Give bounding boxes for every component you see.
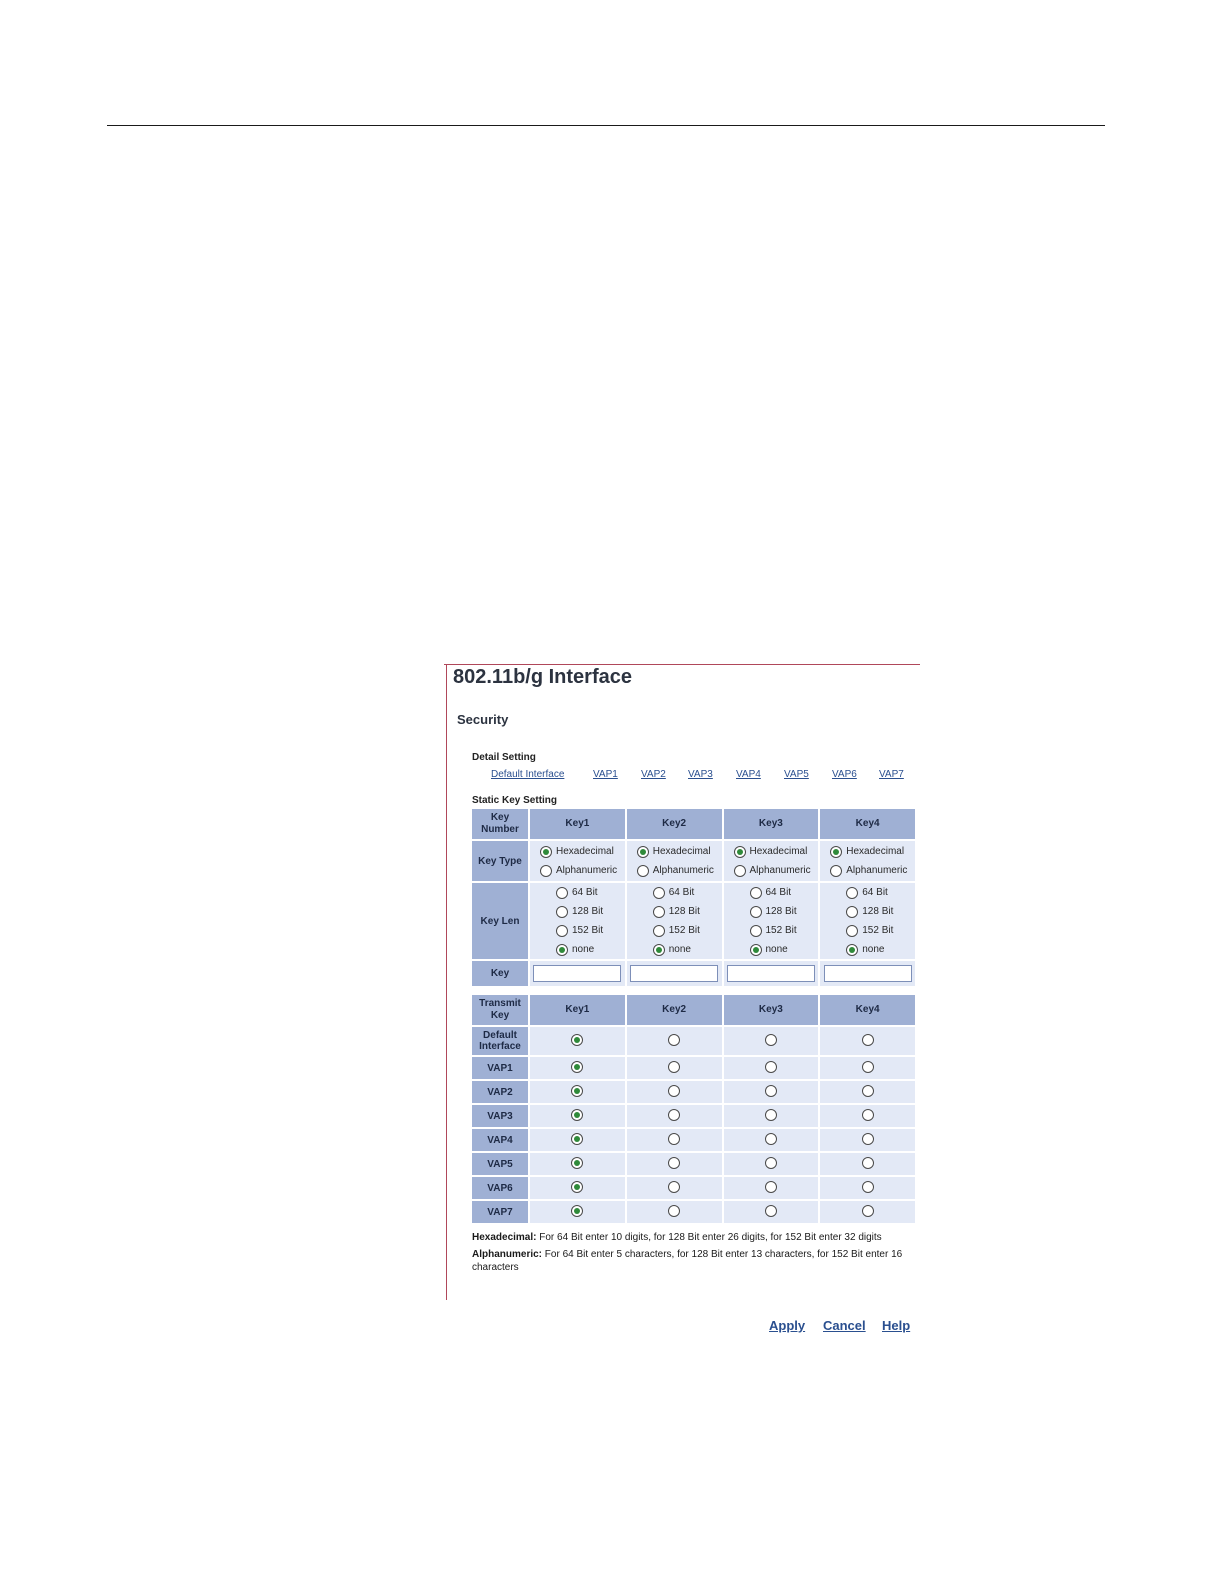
key-len-option-label: 152 Bit bbox=[862, 925, 894, 936]
transmit-key2-radio[interactable] bbox=[668, 1133, 680, 1145]
radio-hexadecimal[interactable] bbox=[734, 846, 746, 858]
key-type-row bbox=[472, 841, 915, 881]
radio-128-bit[interactable] bbox=[750, 906, 762, 918]
transmit-key4-radio[interactable] bbox=[862, 1205, 874, 1217]
transmit-rows bbox=[472, 1027, 915, 1223]
key-len-option[interactable] bbox=[530, 902, 625, 921]
key-type-option[interactable] bbox=[724, 842, 819, 861]
key-type-option-label: Alphanumeric bbox=[652, 865, 714, 876]
radio-none[interactable] bbox=[750, 944, 762, 956]
transmit-key1-radio[interactable] bbox=[571, 1085, 583, 1097]
transmit-key1-radio[interactable] bbox=[571, 1034, 583, 1046]
key-len-row bbox=[472, 883, 915, 959]
key-type-cell bbox=[724, 841, 819, 881]
transmit-key1-radio[interactable] bbox=[571, 1061, 583, 1073]
radio-alphanumeric[interactable] bbox=[540, 865, 552, 877]
transmit-key4-radio[interactable] bbox=[862, 1133, 874, 1145]
section-title: Security bbox=[457, 712, 509, 727]
transmit-key2-radio[interactable] bbox=[668, 1109, 680, 1121]
key-len-option[interactable] bbox=[820, 940, 915, 959]
key-type-option-label: Hexadecimal bbox=[749, 846, 808, 857]
transmit-key2-radio[interactable] bbox=[668, 1157, 680, 1169]
radio-128-bit[interactable] bbox=[846, 906, 858, 918]
transmit-row-vap4 bbox=[472, 1129, 915, 1151]
key-len-option-label: 128 Bit bbox=[765, 906, 797, 917]
transmit-row-vap3 bbox=[472, 1105, 915, 1127]
key-len-option-label: 152 Bit bbox=[765, 925, 797, 936]
cancel-button[interactable]: Cancel bbox=[823, 1318, 866, 1333]
key-len-option[interactable] bbox=[724, 902, 819, 921]
radio-152-bit[interactable] bbox=[653, 925, 665, 937]
link-vap5[interactable]: VAP5 bbox=[784, 769, 809, 780]
link-vap3[interactable]: VAP3 bbox=[688, 769, 713, 780]
link-vap1[interactable]: VAP1 bbox=[593, 769, 618, 780]
key-len-option-label: none bbox=[572, 944, 595, 955]
key-len-option[interactable] bbox=[820, 883, 915, 902]
transmit-key1-radio[interactable] bbox=[571, 1181, 583, 1193]
transmit-key2-radio[interactable] bbox=[668, 1061, 680, 1073]
key-type-option-label: Alphanumeric bbox=[846, 865, 908, 876]
key-type-option-label: Alphanumeric bbox=[556, 865, 618, 876]
key-type-option-label: Hexadecimal bbox=[556, 846, 614, 857]
key-type-option[interactable] bbox=[530, 861, 625, 880]
transmit-row-label: VAP7 bbox=[472, 1201, 528, 1223]
transmit-row-vap6 bbox=[472, 1177, 915, 1199]
key-type-cell bbox=[820, 841, 915, 881]
transmit-row-label: VAP4 bbox=[472, 1129, 528, 1151]
key-type-option[interactable] bbox=[820, 842, 915, 861]
interface-links bbox=[0, 769, 1224, 783]
transmit-row-vap5 bbox=[472, 1153, 915, 1175]
alphanumeric-note-text: For 64 Bit enter 5 characters, for 128 Bit enter 13 characters, for 152 Bit enter 16 characters bbox=[472, 1249, 903, 1273]
key-len-option[interactable] bbox=[627, 902, 722, 921]
transmit-key3-radio[interactable] bbox=[765, 1061, 777, 1073]
key-len-option-label: none bbox=[862, 944, 885, 955]
hexadecimal-note-text: For 64 Bit enter 10 digits, for 128 Bit enter 26 digits, for 152 Bit enter 32 digits bbox=[539, 1232, 882, 1243]
key-header: Key2 bbox=[627, 809, 722, 839]
transmit-row-vap1 bbox=[472, 1057, 915, 1079]
key-len-option-label: none bbox=[765, 944, 788, 955]
key1-input[interactable] bbox=[533, 965, 621, 982]
key-len-option-label: 152 Bit bbox=[572, 925, 604, 936]
key-type-label: Key Type bbox=[472, 841, 528, 881]
hexadecimal-note bbox=[472, 1231, 917, 1244]
key-len-option[interactable] bbox=[627, 883, 722, 902]
key2-input[interactable] bbox=[630, 965, 718, 982]
radio-64-bit[interactable] bbox=[846, 887, 858, 899]
key-len-option[interactable] bbox=[820, 921, 915, 940]
action-links bbox=[0, 1318, 1224, 1334]
transmit-header-row bbox=[472, 995, 915, 1025]
transmit-key4-radio[interactable] bbox=[862, 1181, 874, 1193]
transmit-key3-radio[interactable] bbox=[765, 1109, 777, 1121]
page-title: 802.11b/g Interface bbox=[453, 666, 632, 688]
key-len-cell bbox=[820, 883, 915, 959]
radio-128-bit[interactable] bbox=[653, 906, 665, 918]
key-type-cell bbox=[530, 841, 625, 881]
key-len-cell bbox=[627, 883, 722, 959]
radio-alphanumeric[interactable] bbox=[830, 865, 842, 877]
transmit-key1-radio[interactable] bbox=[571, 1157, 583, 1169]
key-number-label: Key Number bbox=[472, 809, 528, 839]
transmit-row-label: Default Interface bbox=[472, 1027, 528, 1055]
key-len-cell bbox=[724, 883, 819, 959]
transmit-key3-radio[interactable] bbox=[765, 1133, 777, 1145]
alphanumeric-note bbox=[472, 1248, 917, 1274]
radio-152-bit[interactable] bbox=[556, 925, 568, 937]
transmit-row-label: VAP2 bbox=[472, 1081, 528, 1103]
transmit-row-default-interface bbox=[472, 1027, 915, 1055]
transmit-row-label: VAP6 bbox=[472, 1177, 528, 1199]
key-len-option[interactable] bbox=[530, 921, 625, 940]
key-number-row bbox=[472, 809, 915, 839]
detail-setting-label: Detail Setting bbox=[472, 752, 536, 763]
link-vap7[interactable]: VAP7 bbox=[879, 769, 904, 780]
radio-64-bit[interactable] bbox=[556, 887, 568, 899]
radio-64-bit[interactable] bbox=[750, 887, 762, 899]
key-header: Key1 bbox=[530, 995, 625, 1025]
key-len-label: Key Len bbox=[472, 883, 528, 959]
key-len-option[interactable] bbox=[724, 940, 819, 959]
radio-152-bit[interactable] bbox=[750, 925, 762, 937]
key4-input[interactable] bbox=[824, 965, 912, 982]
page-header-rule bbox=[107, 125, 1105, 126]
transmit-key1-radio[interactable] bbox=[571, 1133, 583, 1145]
radio-152-bit[interactable] bbox=[846, 925, 858, 937]
key-len-option-label: 64 Bit bbox=[668, 887, 695, 898]
transmit-key2-radio[interactable] bbox=[668, 1085, 680, 1097]
key-len-option-label: 152 Bit bbox=[668, 925, 700, 936]
key-value-row bbox=[472, 961, 915, 986]
panel-top-border bbox=[444, 664, 920, 665]
transmit-key-table bbox=[470, 993, 917, 1225]
key-len-option-label: 128 Bit bbox=[862, 906, 894, 917]
transmit-key2-radio[interactable] bbox=[668, 1205, 680, 1217]
key-len-option[interactable] bbox=[724, 921, 819, 940]
key-header: Key3 bbox=[724, 995, 819, 1025]
link-default-interface[interactable]: Default Interface bbox=[491, 769, 565, 780]
panel-left-border bbox=[446, 664, 447, 1300]
key-len-cell bbox=[530, 883, 625, 959]
key-len-option[interactable] bbox=[627, 921, 722, 940]
key-len-option-label: 128 Bit bbox=[668, 906, 700, 917]
key-type-option[interactable] bbox=[627, 861, 722, 880]
transmit-row-label: VAP1 bbox=[472, 1057, 528, 1079]
radio-hexadecimal[interactable] bbox=[637, 846, 649, 858]
radio-64-bit[interactable] bbox=[653, 887, 665, 899]
alphanumeric-note-label: Alphanumeric: bbox=[472, 1249, 543, 1260]
transmit-key1-radio[interactable] bbox=[571, 1205, 583, 1217]
key-len-option-label: 64 Bit bbox=[572, 887, 598, 898]
key-len-option-label: 128 Bit bbox=[572, 906, 604, 917]
link-vap2[interactable]: VAP2 bbox=[641, 769, 666, 780]
key-type-option[interactable] bbox=[627, 842, 722, 861]
radio-hexadecimal[interactable] bbox=[830, 846, 842, 858]
key-header: Key1 bbox=[530, 809, 625, 839]
transmit-key3-radio[interactable] bbox=[765, 1205, 777, 1217]
transmit-key4-radio[interactable] bbox=[862, 1061, 874, 1073]
key-len-option[interactable] bbox=[820, 902, 915, 921]
transmit-row-label: VAP3 bbox=[472, 1105, 528, 1127]
transmit-row-vap7 bbox=[472, 1201, 915, 1223]
radio-none[interactable] bbox=[556, 944, 568, 956]
transmit-key4-radio[interactable] bbox=[862, 1109, 874, 1121]
key-label: Key bbox=[472, 961, 528, 986]
transmit-key2-radio[interactable] bbox=[668, 1181, 680, 1193]
transmit-key3-radio[interactable] bbox=[765, 1085, 777, 1097]
key-type-option[interactable] bbox=[530, 842, 625, 861]
radio-alphanumeric[interactable] bbox=[637, 865, 649, 877]
help-button[interactable]: Help bbox=[882, 1318, 911, 1333]
key-header: Key4 bbox=[820, 809, 915, 839]
radio-none[interactable] bbox=[846, 944, 858, 956]
transmit-key4-radio[interactable] bbox=[862, 1157, 874, 1169]
key-header: Key2 bbox=[627, 995, 722, 1025]
key-header: Key3 bbox=[724, 809, 819, 839]
key-header: Key4 bbox=[820, 995, 915, 1025]
key-len-option-label: none bbox=[668, 944, 691, 955]
transmit-key4-radio[interactable] bbox=[862, 1034, 874, 1046]
radio-alphanumeric[interactable] bbox=[734, 865, 746, 877]
transmit-key2-radio[interactable] bbox=[668, 1034, 680, 1046]
key-type-option[interactable] bbox=[724, 861, 819, 880]
transmit-row-label: VAP5 bbox=[472, 1153, 528, 1175]
key-type-cell bbox=[627, 841, 722, 881]
key-len-option[interactable] bbox=[530, 883, 625, 902]
radio-128-bit[interactable] bbox=[556, 906, 568, 918]
radio-hexadecimal[interactable] bbox=[540, 846, 552, 858]
key-type-option[interactable] bbox=[820, 861, 915, 880]
transmit-key3-radio[interactable] bbox=[765, 1034, 777, 1046]
key-type-option-label: Hexadecimal bbox=[846, 846, 905, 857]
key3-input[interactable] bbox=[727, 965, 815, 982]
apply-button[interactable]: Apply bbox=[769, 1318, 806, 1333]
transmit-row-vap2 bbox=[472, 1081, 915, 1103]
key-len-option-label: 64 Bit bbox=[862, 887, 888, 898]
key-type-option-label: Alphanumeric bbox=[749, 865, 811, 876]
link-vap4[interactable]: VAP4 bbox=[736, 769, 761, 780]
transmit-key4-radio[interactable] bbox=[862, 1085, 874, 1097]
transmit-key3-radio[interactable] bbox=[765, 1157, 777, 1169]
hexadecimal-note-label: Hexadecimal: bbox=[472, 1232, 537, 1243]
transmit-key1-radio[interactable] bbox=[571, 1109, 583, 1121]
link-vap6[interactable]: VAP6 bbox=[832, 769, 857, 780]
key-len-option[interactable] bbox=[627, 940, 722, 959]
key-len-option[interactable] bbox=[530, 940, 625, 959]
transmit-key-label: Transmit Key bbox=[472, 995, 528, 1025]
key-type-option-label: Hexadecimal bbox=[652, 846, 711, 857]
radio-none[interactable] bbox=[653, 944, 665, 956]
key-len-option-label: 64 Bit bbox=[765, 887, 792, 898]
transmit-key3-radio[interactable] bbox=[765, 1181, 777, 1193]
key-len-option[interactable] bbox=[724, 883, 819, 902]
static-key-setting-label: Static Key Setting bbox=[472, 795, 558, 806]
static-key-table bbox=[470, 807, 917, 988]
